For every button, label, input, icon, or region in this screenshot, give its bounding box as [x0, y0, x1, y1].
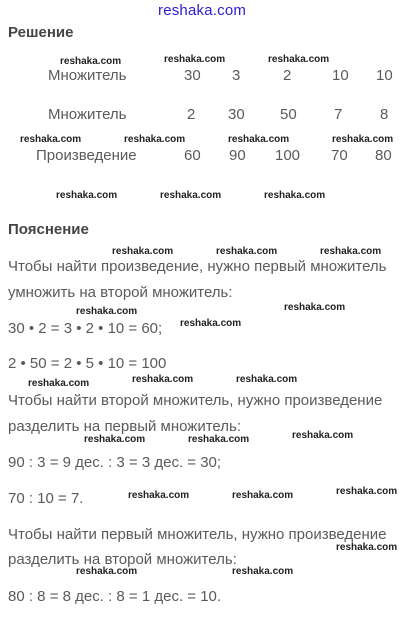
- watermark: reshaka.com: [228, 134, 290, 145]
- explanation-line-9: Чтобы найти первый множитель, нужно произведение: [8, 526, 387, 543]
- explanation-line-4: 2 • 50 = 2 • 5 • 10 = 100: [8, 355, 167, 372]
- row-1-value-2: 3: [232, 67, 241, 84]
- watermark: reshaka.com: [188, 434, 250, 445]
- row-3-value-1: 60: [184, 147, 201, 164]
- solution-heading: Решение: [8, 24, 74, 41]
- row-3-value-3: 100: [275, 147, 301, 164]
- row-1-value-4: 10: [332, 67, 349, 84]
- row-1-value-5: 10: [376, 67, 393, 84]
- watermark: reshaka.com: [284, 302, 346, 313]
- row-2-value-1: 2: [187, 106, 196, 123]
- watermark: reshaka.com: [164, 54, 226, 65]
- watermark: reshaka.com: [264, 190, 326, 201]
- watermark: reshaka.com: [20, 134, 82, 145]
- watermark: reshaka.com: [336, 542, 398, 553]
- watermark: reshaka.com: [160, 190, 222, 201]
- watermark: reshaka.com: [336, 486, 398, 497]
- watermark: reshaka.com: [216, 246, 278, 257]
- watermark: reshaka.com: [60, 56, 122, 67]
- watermark: reshaka.com: [180, 318, 242, 329]
- explanation-line-6: разделить на первый множитель:: [8, 418, 242, 435]
- row-2-label: Множитель: [48, 106, 127, 123]
- watermark: reshaka.com: [76, 306, 138, 317]
- watermark: reshaka.com: [332, 134, 394, 145]
- watermark: reshaka.com: [268, 54, 330, 65]
- explanation-line-7: 90 : 3 = 9 дес. : 3 = 3 дес. = 30;: [8, 454, 222, 471]
- explanation-line-10: разделить на второй множитель:: [8, 551, 237, 568]
- row-3-value-2: 90: [229, 147, 246, 164]
- row-2-value-2: 30: [228, 106, 245, 123]
- explanation-line-2: умножить на второй множитель:: [8, 284, 233, 301]
- explanation-line-3: 30 • 2 = 3 • 2 • 10 = 60;: [8, 320, 163, 337]
- explanation-line-1: Чтобы найти произведение, нужно первый множитель: [8, 258, 387, 275]
- watermark: reshaka.com: [292, 430, 354, 441]
- explanation-heading: Пояснение: [8, 221, 89, 238]
- row-3-value-4: 70: [331, 147, 348, 164]
- row-3-value-5: 80: [375, 147, 392, 164]
- watermark: reshaka.com: [132, 374, 194, 385]
- watermark: reshaka.com: [320, 246, 382, 257]
- row-1-label: Множитель: [48, 67, 127, 84]
- watermark: reshaka.com: [236, 374, 298, 385]
- row-2-value-5: 8: [380, 106, 389, 123]
- watermark: reshaka.com: [232, 490, 294, 501]
- watermark: reshaka.com: [232, 566, 294, 577]
- row-2-value-3: 50: [280, 106, 297, 123]
- watermark: reshaka.com: [56, 190, 118, 201]
- row-2-value-4: 7: [334, 106, 343, 123]
- watermark: reshaka.com: [76, 566, 138, 577]
- watermark: reshaka.com: [128, 490, 190, 501]
- watermark: reshaka.com: [84, 434, 146, 445]
- explanation-line-11: 80 : 8 = 8 дес. : 8 = 1 дес. = 10.: [8, 588, 222, 605]
- row-1-value-1: 30: [184, 67, 201, 84]
- watermark: reshaka.com: [28, 378, 90, 389]
- site-title: reshaka.com: [158, 2, 247, 19]
- watermark: reshaka.com: [124, 134, 186, 145]
- row-3-label: Произведение: [36, 147, 137, 164]
- row-1-value-3: 2: [283, 67, 292, 84]
- explanation-line-8: 70 : 10 = 7.: [8, 490, 84, 507]
- watermark: reshaka.com: [112, 246, 174, 257]
- explanation-line-5: Чтобы найти второй множитель, нужно произведение: [8, 392, 383, 409]
